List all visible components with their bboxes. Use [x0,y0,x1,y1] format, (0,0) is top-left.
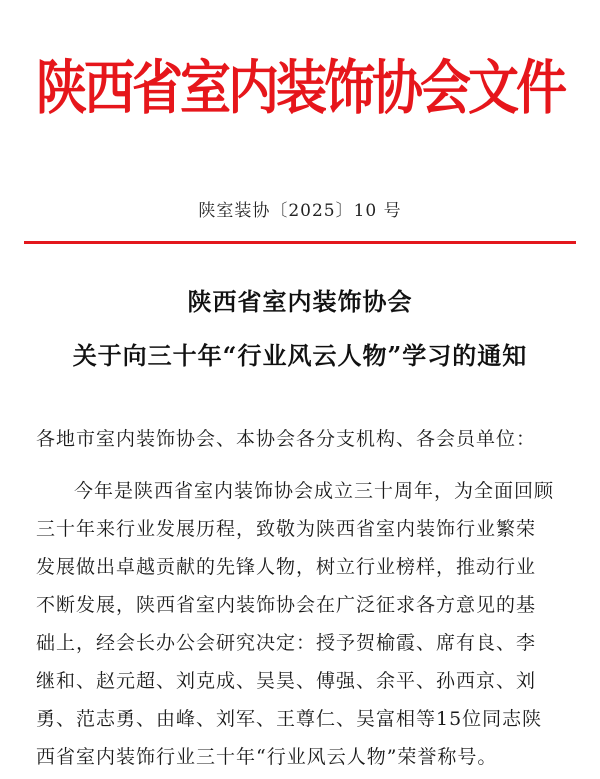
body-paragraph-line: 西省室内装饰行业三十年“行业风云人物”荣誉称号。 [36,746,498,768]
body-paragraph-line: 发展做出卓越贡献的先锋人物，树立行业榜样，推动行业 [36,556,537,578]
document-number: 陕室装协〔2025〕10 号 [198,201,402,221]
salutation: 各地市室内装饰协会、本协会各分支机构、各会员单位： [36,428,537,450]
body-paragraph-line: 勇、范志勇、由峰、刘军、王尊仁、吴富相等15位同志陕 [36,708,543,730]
notice-title-line-2: 关于向三十年“行业风云人物”学习的通知 [72,341,528,370]
body-paragraph-line: 础上，经会长办公会研究决定：授予贺榆霞、席有良、李 [36,632,537,654]
body-paragraph-line: 今年是陕西省室内装饰协会成立三十周年，为全面回顾 [74,480,555,502]
body-paragraph-line: 三十年来行业发展历程，致敬为陕西省室内装饰行业繁荣 [36,518,537,540]
notice-title-line-1: 陕西省室内装饰协会 [187,287,413,316]
body-paragraph-line: 继和、赵元超、刘克成、吴昊、傅强、余平、孙西京、刘 [36,670,537,692]
document-masthead: 陕西省室内装饰协会文件 [35,53,564,123]
red-divider-line [24,241,576,244]
body-paragraph-line: 不断发展，陕西省室内装饰协会在广泛征求各方意见的基 [36,594,537,616]
